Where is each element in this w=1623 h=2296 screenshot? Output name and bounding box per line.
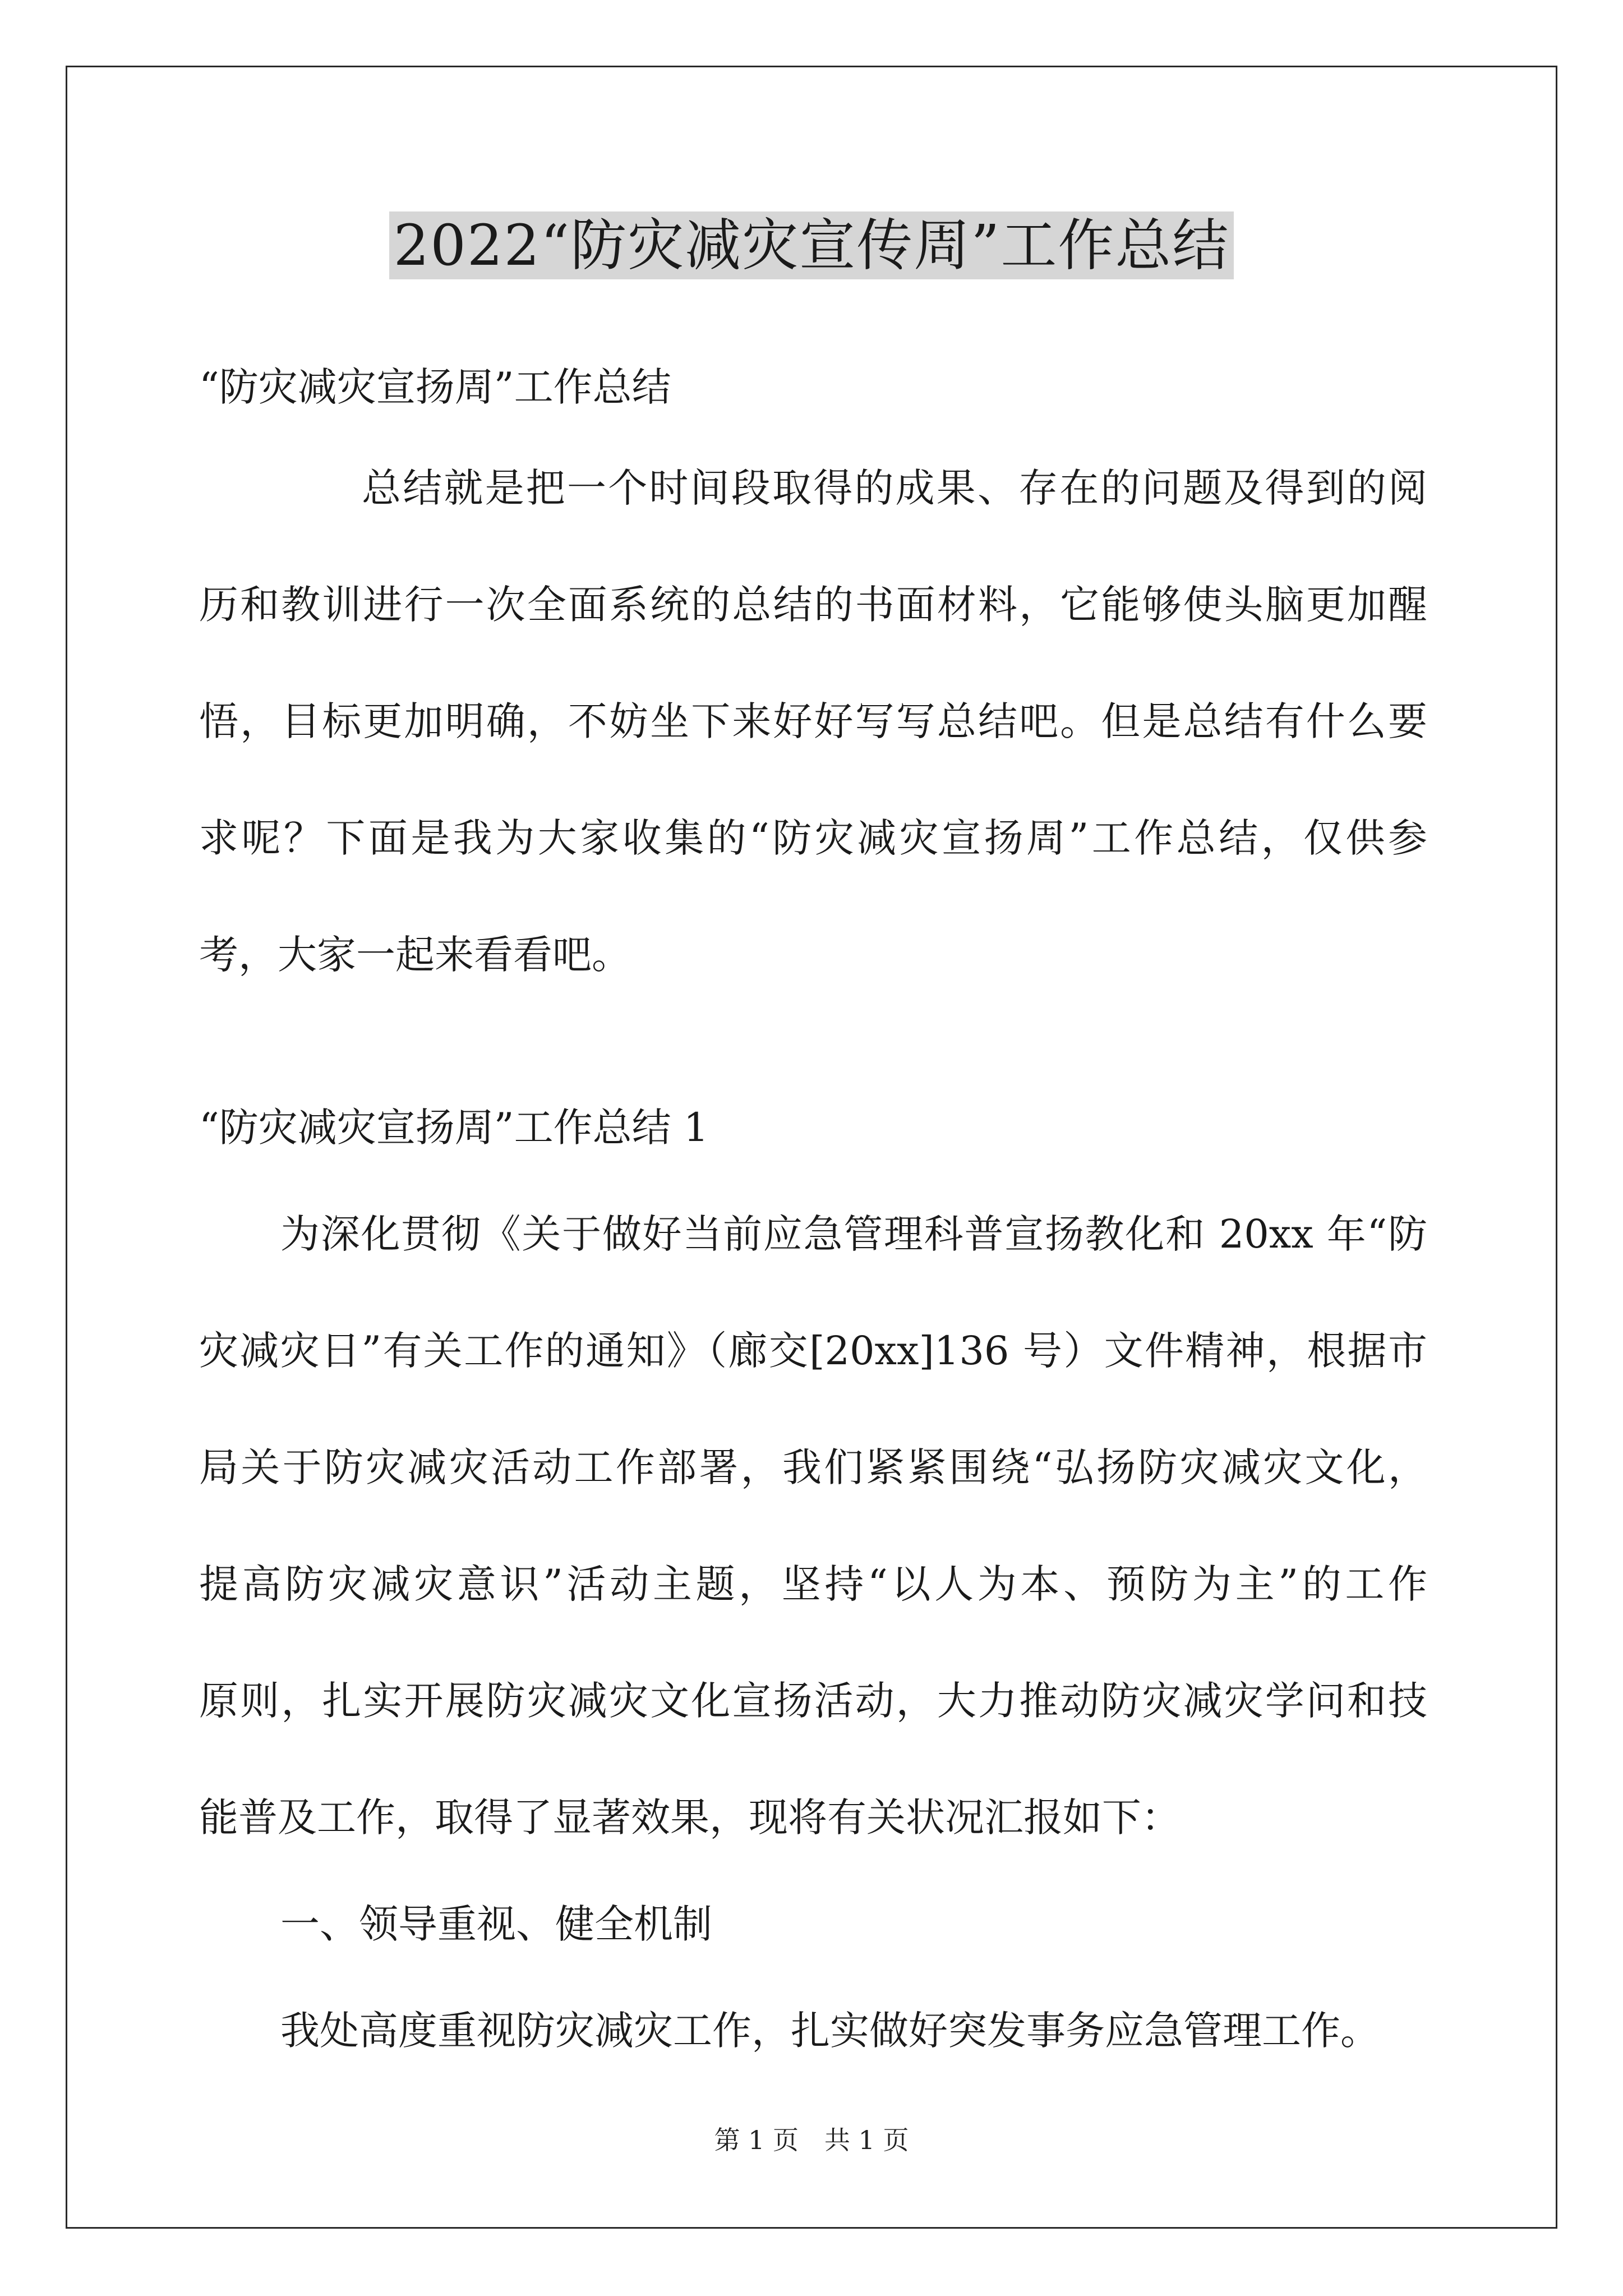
paragraph-line: 我处高度重视防灾减灾工作，扎实做好突发事务应急管理工作。	[280, 2008, 1380, 2054]
subsection-heading: 一、领导重视、健全机制	[280, 1901, 712, 1947]
paragraph-line: 求呢？下面是我为大家收集的“防灾减灾宣扬周”工作总结，仅供参	[199, 815, 1427, 861]
section-heading: “防灾减灾宣扬周”工作总结 1	[199, 1105, 709, 1151]
paragraph-line: 考，大家一起来看看吧。	[199, 932, 631, 978]
paragraph-line: 提高防灾减灾意识”活动主题，坚持“以人为本、预防为主”的工作	[199, 1561, 1427, 1607]
paragraph-line: 原则，扎实开展防灾减灾文化宣扬活动，大力推动防灾减灾学问和技	[199, 1678, 1427, 1724]
paragraph-line: 为深化贯彻《关于做好当前应急管理科普宣扬教化和 20xx 年“防	[280, 1211, 1427, 1257]
paragraph-line: 悟，目标更加明确，不妨坐下来好好写写总结吧。但是总结有什么要	[199, 698, 1427, 744]
subtitle-line: “防灾减灾宣扬周”工作总结	[199, 364, 671, 410]
paragraph-line: 历和教训进行一次全面系统的总结的书面材料，它能够使头脑更加醒	[199, 582, 1427, 628]
document-title	[0, 206, 1623, 285]
paragraph-line: 局关于防灾减灾活动工作部署，我们紧紧围绕“弘扬防灾减灾文化，	[199, 1444, 1427, 1490]
page-footer: 第 1 页 共 1 页	[714, 2125, 909, 2155]
paragraph-line: 总结就是把一个时间段取得的成果、存在的问题及得到的阅	[362, 465, 1427, 511]
paragraph-line: 灾减灾日”有关工作的通知》（廊交[20xx]136 号）文件精神，根据市	[199, 1328, 1427, 1374]
document-title-text: 2022“防灾减灾宣传周”工作总结	[389, 211, 1234, 279]
paragraph-line: 能普及工作，取得了显著效果，现将有关状况汇报如下：	[199, 1795, 1181, 1841]
